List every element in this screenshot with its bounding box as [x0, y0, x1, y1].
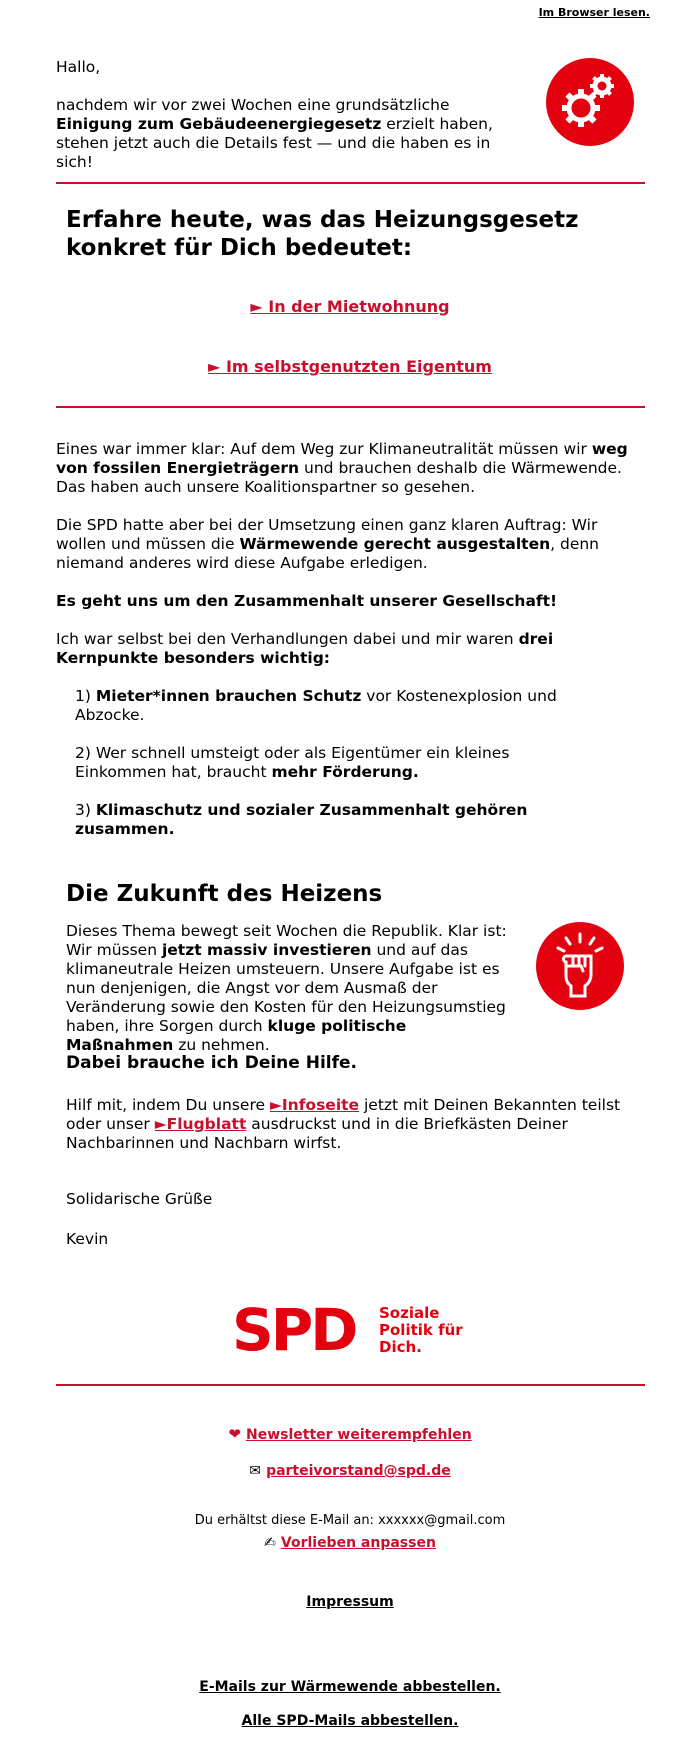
- recommend-newsletter-link[interactable]: Newsletter weiterempfehlen: [246, 1427, 472, 1443]
- intro-block: [56, 58, 516, 172]
- key-point: 2) Wer schnell umsteigt oder als Eigentümer ein kleines Einkommen hat, braucht mehr Förderung.: [75, 744, 510, 781]
- contact-email-link[interactable]: parteivorstand@spd.de: [266, 1463, 451, 1479]
- cta-owner-link[interactable]: ► Im selbstgenutzten Eigentum: [208, 357, 492, 376]
- signoff-greeting: Solidarische Grüße: [66, 1190, 213, 1208]
- paragraph: Ich war selbst bei den Verhandlungen dabei und mir waren drei Kernpunkte besonders wichtig:: [56, 630, 554, 667]
- paragraph: Die SPD hatte aber bei der Umsetzung einen ganz klaren Auftrag: Wir wollen und müssen die Wärmewende gerecht ausgestalten, denn niemand anderes wird diese Aufgabe erledigen.: [56, 516, 600, 572]
- flyer-link[interactable]: ►Flugblatt: [154, 1115, 247, 1133]
- key-points-list: [75, 687, 565, 839]
- footer-imprint-row: [0, 1591, 700, 1610]
- browser-view-link[interactable]: Im Browser lesen.: [538, 6, 650, 19]
- paragraph: Dieses Thema bewegt seit Wochen die Republik. Klar ist: Wir müssen jetzt massiv investieren und auf das klimaneutrale Heizen umsteuern. Unsere Aufgabe ist es nun denjenigen, die Angst vor dem Ausmaß der Veränderung sowie den Kosten für den Heizungsumstieg haben, ihre Sorgen durch kluge politische Maßnahmen zu nehmen.: [66, 922, 507, 1054]
- spd-logo: [232, 1296, 472, 1364]
- recipient-info: Du erhältst diese E-Mail an: xxxxxx@gmail.com: [194, 1513, 506, 1528]
- headline: Erfahre heute, was das Heizungsgesetz konkret für Dich bedeutet:: [66, 207, 579, 261]
- unsubscribe-all-link[interactable]: Alle SPD-Mails abbestellen.: [241, 1713, 459, 1729]
- section-title: Die Zukunft des Heizens: [66, 881, 383, 907]
- help-title: Dabei brauche ich Deine Hilfe.: [66, 1053, 357, 1073]
- footer-unsub-all-row: [0, 1710, 700, 1729]
- info-page-link[interactable]: ►Infoseite: [269, 1096, 360, 1114]
- envelope-icon: ✉: [249, 1463, 261, 1479]
- gears-icon: [546, 58, 634, 146]
- paragraph-emphasis: Es geht uns um den Zusammenhalt unserer Gesellschaft!: [56, 592, 558, 610]
- preferences-link[interactable]: Vorlieben anpassen: [280, 1535, 436, 1551]
- pencil-icon: ✍: [264, 1535, 276, 1551]
- divider: [56, 406, 645, 408]
- spd-tagline: Soziale Politik für Dich.: [379, 1304, 463, 1356]
- intro-paragraph: nachdem wir vor zwei Wochen eine grundsätzliche Einigung zum Gebäudeenergiegesetz erzielt haben, stehen jetzt auch die Details fest — und die haben es in sich!: [56, 96, 493, 171]
- footer-unsub-row: [0, 1676, 700, 1695]
- footer-recommend-row: [0, 1424, 700, 1443]
- heart-icon: ❤: [228, 1425, 241, 1443]
- imprint-link[interactable]: Impressum: [306, 1594, 394, 1610]
- unsubscribe-topic-link[interactable]: E-Mails zur Wärmewende abbestellen.: [199, 1679, 501, 1695]
- key-point: 1) Mieter*innen brauchen Schutz vor Kostenexplosion und Abzocke.: [75, 687, 557, 724]
- footer-prefs-row: [0, 1532, 700, 1551]
- spd-wordmark: SPD: [232, 1296, 356, 1364]
- key-point: 3) Klimaschutz und sozialer Zusammenhalt gehören zusammen.: [75, 801, 528, 838]
- greeting: Hallo,: [56, 58, 101, 76]
- body-block: [56, 440, 636, 839]
- signoff-name: Kevin: [66, 1230, 109, 1248]
- paragraph: Eines war immer klar: Auf dem Weg zur Klimaneutralität müssen wir weg von fossilen Energieträgern und brauchen deshalb die Wärmewende. Das haben auch unsere Koalitionspartner so gesehen.: [56, 440, 628, 496]
- future-block: [66, 922, 516, 1055]
- help-paragraph: Hilf mit, indem Du unsere ►Infoseite jetzt mit Deinen Bekannten teilst oder unser ►Flugblatt ausdruckst und in die Briefkästen Deiner Nachbarinnen und Nachbarn wirfst.: [66, 1096, 621, 1152]
- cta-rental-link[interactable]: ► In der Mietwohnung: [250, 297, 450, 316]
- divider: [56, 182, 645, 184]
- raised-fist-icon: [536, 922, 624, 1010]
- divider: [56, 1384, 645, 1386]
- footer-email-row: [0, 1460, 700, 1479]
